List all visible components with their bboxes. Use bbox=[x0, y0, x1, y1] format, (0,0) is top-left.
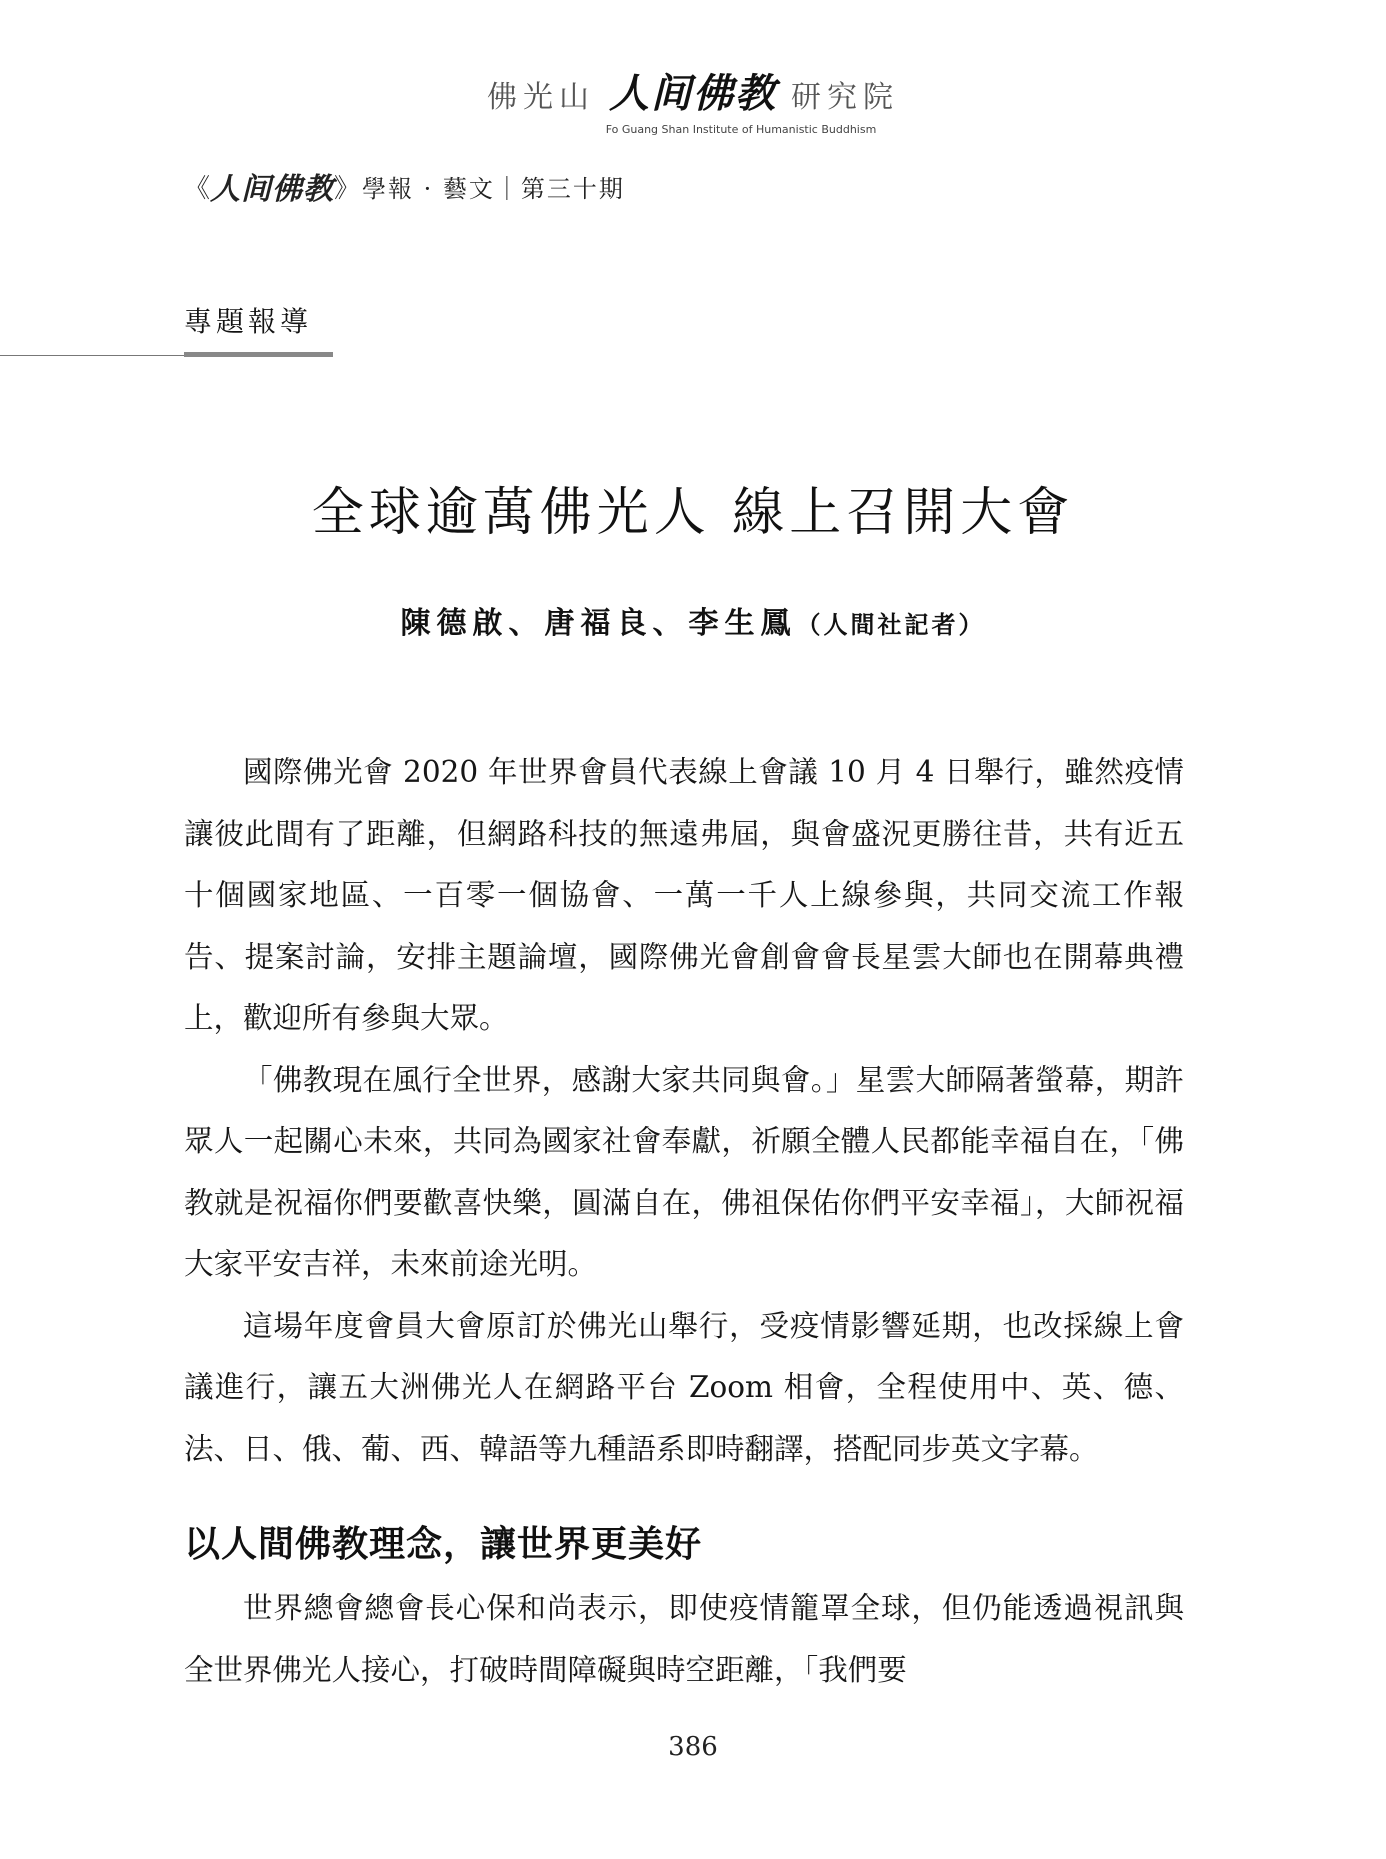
section-rule-accent bbox=[184, 352, 333, 357]
page-number: 386 bbox=[668, 1732, 718, 1762]
byline-authors: 陳德啟、唐福良、李生鳳 bbox=[400, 606, 797, 641]
journal-bracket-close: 》 bbox=[334, 173, 361, 204]
section-subheading: 以人間佛教理念，讓世界更美好 bbox=[184, 1523, 703, 1565]
paragraph: 國際佛光會 2020 年世界會員代表線上會議 10 月 4 日舉行，雖然疫情讓彼此間有了距離，但網路科技的無遠弗屆，與會盛況更勝往昔，共有近五十個國家地區、一百零一個協會、一萬一千人上線參與，共同交流工作報告、提案討論，安排主題論壇，國際佛光會創會會長星雲大師也在開幕典禮上，歡迎所有參與大眾。 bbox=[184, 755, 1184, 1035]
institute-english-name: Fo Guang Shan Institute of Humanistic Buddhism bbox=[605, 123, 877, 136]
journal-bracket-open: 《 bbox=[184, 173, 211, 204]
section-label: 專題報導 bbox=[184, 305, 313, 338]
journal-logo: 人间佛教 bbox=[210, 172, 335, 207]
journal-running-head bbox=[184, 164, 625, 208]
article-body-continued bbox=[184, 1578, 1184, 1701]
institute-logo: 人间佛教 bbox=[609, 70, 777, 117]
byline bbox=[0, 598, 1386, 642]
byline-role: （人間社記者） bbox=[796, 610, 986, 639]
institute-suffix: 研究院 bbox=[791, 80, 899, 115]
paragraph: 世界總會總會長心保和尚表示，即使疫情籠罩全球，但仍能透過視訊與全世界佛光人接心，打破時間障礙與時空距離，「我們要 bbox=[184, 1591, 1184, 1687]
paragraph: 這場年度會員大會原訂於佛光山舉行，受疫情影響延期，也改採線上會議進行，讓五大洲佛光人在網路平台 Zoom 相會，全程使用中、英、德、法、日、俄、葡、西、韓語等九種語系即時翻譯，搭配同步英文字幕。 bbox=[184, 1308, 1184, 1466]
article-body bbox=[184, 742, 1184, 1480]
journal-issue: 學報 · 藝文｜第三十期 bbox=[362, 174, 625, 203]
article-title: 全球逾萬佛光人 線上召開大會 bbox=[311, 483, 1075, 543]
institute-header bbox=[0, 62, 1386, 136]
institute-name bbox=[487, 62, 899, 119]
institute-prefix: 佛光山 bbox=[487, 80, 595, 115]
paragraph: 「佛教現在風行全世界，感謝大家共同與會。」星雲大師隔著螢幕，期許眾人一起關心未來，共同為國家社會奉獻，祈願全體人民都能幸福自在，「佛教就是祝福你們要歡喜快樂，圓滿自在，佛祖保佑你們平安幸福」，大師祝福大家平安吉祥，未來前途光明。 bbox=[184, 1062, 1184, 1281]
